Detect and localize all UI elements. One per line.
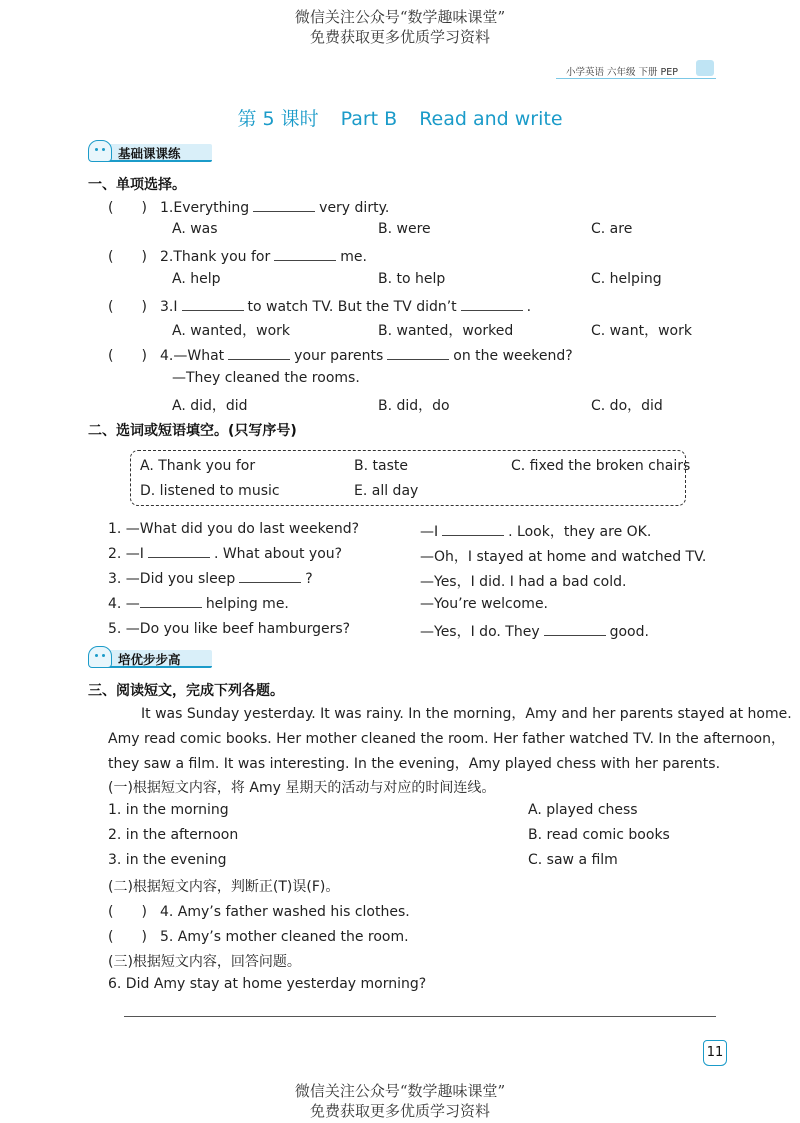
blank[interactable] bbox=[461, 299, 523, 311]
answer-paren[interactable]: ( ) bbox=[108, 348, 147, 364]
answer-paren[interactable]: ( ) bbox=[108, 904, 147, 920]
section2-heading: 二、选词或短语填空。(只写序号) bbox=[88, 423, 297, 439]
bear-logo-icon bbox=[696, 60, 714, 76]
blank[interactable] bbox=[544, 624, 606, 636]
q2-option-b: B. to help bbox=[378, 271, 446, 287]
q4-option-c: C. do，did bbox=[591, 398, 663, 414]
q1-option-b: B. were bbox=[378, 221, 431, 237]
match-left-3[interactable]: 3. in the evening bbox=[108, 852, 227, 868]
match-right-b[interactable]: B. read comic books bbox=[528, 827, 670, 843]
dialog-1-left: 1. —What did you do last weekend? bbox=[108, 521, 360, 537]
watermark-top-line2: 免费获取更多优质学习资料 bbox=[309, 28, 490, 46]
watermark-top-line1: 微信关注公众号“数学趣味课堂” bbox=[294, 8, 506, 26]
q2-option-a: A. help bbox=[172, 271, 221, 287]
answer-line[interactable] bbox=[124, 1016, 716, 1017]
title-lesson: 第 5 课时 bbox=[237, 108, 319, 130]
blank[interactable] bbox=[228, 348, 290, 360]
blank[interactable] bbox=[239, 571, 301, 583]
q3-option-b: B. wanted，worked bbox=[378, 323, 514, 339]
word-option-d: D. listened to music bbox=[140, 483, 280, 499]
page-title bbox=[0, 104, 800, 131]
q4-option-a: A. did，did bbox=[172, 398, 248, 414]
passage-line-2: Amy read comic books. Her mother cleaned the room. Her father watched TV. In the afternoon， bbox=[108, 731, 785, 747]
match-left-1[interactable]: 1. in the morning bbox=[108, 802, 229, 818]
part2-heading: (二)根据短文内容，判断正(T)误(F)。 bbox=[108, 879, 340, 895]
section1-heading: 一、单项选择。 bbox=[88, 177, 186, 193]
watermark-bottom-line2: 免费获取更多优质学习资料 bbox=[309, 1102, 490, 1120]
answer-paren[interactable]: ( ) bbox=[108, 249, 147, 265]
page-number: 11 bbox=[703, 1040, 727, 1066]
question-1: ( ) 1.Everything very dirty. bbox=[108, 197, 389, 217]
q2-option-c: C. helping bbox=[591, 271, 662, 287]
q4-option-b: B. did，do bbox=[378, 398, 450, 414]
q1-option-a: A. was bbox=[172, 221, 218, 237]
blank[interactable] bbox=[182, 299, 244, 311]
match-right-a[interactable]: A. played chess bbox=[528, 802, 638, 818]
header-divider bbox=[556, 78, 716, 79]
word-option-e: E. all day bbox=[354, 483, 419, 499]
blank[interactable] bbox=[274, 249, 336, 261]
dialog-2-right: —Oh，I stayed at home and watched TV. bbox=[420, 549, 707, 565]
q3-option-a: A. wanted，work bbox=[172, 323, 291, 339]
q3-option-c: C. want，work bbox=[591, 323, 692, 339]
question-2: ( ) 2.Thank you for me. bbox=[108, 246, 367, 266]
word-option-c: C. fixed the broken chairs bbox=[511, 458, 691, 474]
dialog-5-right: —Yes，I do. They good. bbox=[420, 624, 649, 640]
tf-item-4: ( ) 4. Amy’s father washed his clothes. bbox=[108, 901, 410, 921]
bear-icon bbox=[88, 646, 112, 668]
dialog-3-left: 3. —Did you sleep ? bbox=[108, 571, 313, 587]
q4-response: —They cleaned the rooms. bbox=[172, 370, 360, 386]
question-6: 6. Did Amy stay at home yesterday morning? bbox=[108, 976, 427, 992]
q1-option-c: C. are bbox=[591, 221, 633, 237]
section-badge-advanced bbox=[88, 646, 212, 668]
dialog-3-right: —Yes，I did. I had a bad cold. bbox=[420, 574, 627, 590]
dialog-4-right: —You’re welcome. bbox=[420, 596, 549, 612]
part3-heading: (三)根据短文内容，回答问题。 bbox=[108, 954, 301, 970]
answer-paren[interactable]: ( ) bbox=[108, 299, 147, 315]
answer-paren[interactable]: ( ) bbox=[108, 929, 147, 945]
blank[interactable] bbox=[387, 348, 449, 360]
badge-label: 培优步步高 bbox=[118, 652, 181, 667]
bear-icon bbox=[88, 140, 112, 162]
tf-item-5: ( ) 5. Amy’s mother cleaned the room. bbox=[108, 926, 409, 946]
section3-heading: 三、阅读短文，完成下列各题。 bbox=[88, 683, 284, 699]
answer-paren[interactable]: ( ) bbox=[108, 200, 147, 216]
part1-heading: (一)根据短文内容，将 Amy 星期天的活动与对应的时间连线。 bbox=[108, 780, 496, 796]
question-4: ( ) 4.—What your parents on the weekend? bbox=[108, 345, 573, 365]
blank[interactable] bbox=[140, 596, 202, 608]
header-series-label: 小学英语 六年级 下册 PEP bbox=[566, 67, 679, 78]
match-left-2[interactable]: 2. in the afternoon bbox=[108, 827, 239, 843]
match-right-c[interactable]: C. saw a film bbox=[528, 852, 618, 868]
passage-line-1: It was Sunday yesterday. It was rainy. In the morning，Amy and her parents stayed at home. bbox=[141, 706, 792, 722]
title-part: Part B bbox=[340, 108, 398, 130]
word-option-a: A. Thank you for bbox=[140, 458, 256, 474]
blank[interactable] bbox=[442, 524, 504, 536]
question-3: ( ) 3.I to watch TV. But the TV didn’t . bbox=[108, 296, 531, 316]
section-badge-basic bbox=[88, 140, 212, 162]
badge-label: 基础课课练 bbox=[118, 146, 181, 161]
blank[interactable] bbox=[253, 200, 315, 212]
title-topic: Read and write bbox=[419, 108, 563, 130]
watermark-bottom-line1: 微信关注公众号“数学趣味课堂” bbox=[294, 1082, 506, 1100]
dialog-4-left: 4. — helping me. bbox=[108, 596, 289, 612]
dialog-1-right: —I . Look，they are OK. bbox=[420, 524, 652, 540]
dialog-2-left: 2. —I . What about you? bbox=[108, 546, 343, 562]
dialog-5-left: 5. —Do you like beef hamburgers? bbox=[108, 621, 351, 637]
passage-line-3: they saw a film. It was interesting. In the evening，Amy played chess with her parents. bbox=[108, 756, 721, 772]
blank[interactable] bbox=[148, 546, 210, 558]
word-option-b: B. taste bbox=[354, 458, 408, 474]
